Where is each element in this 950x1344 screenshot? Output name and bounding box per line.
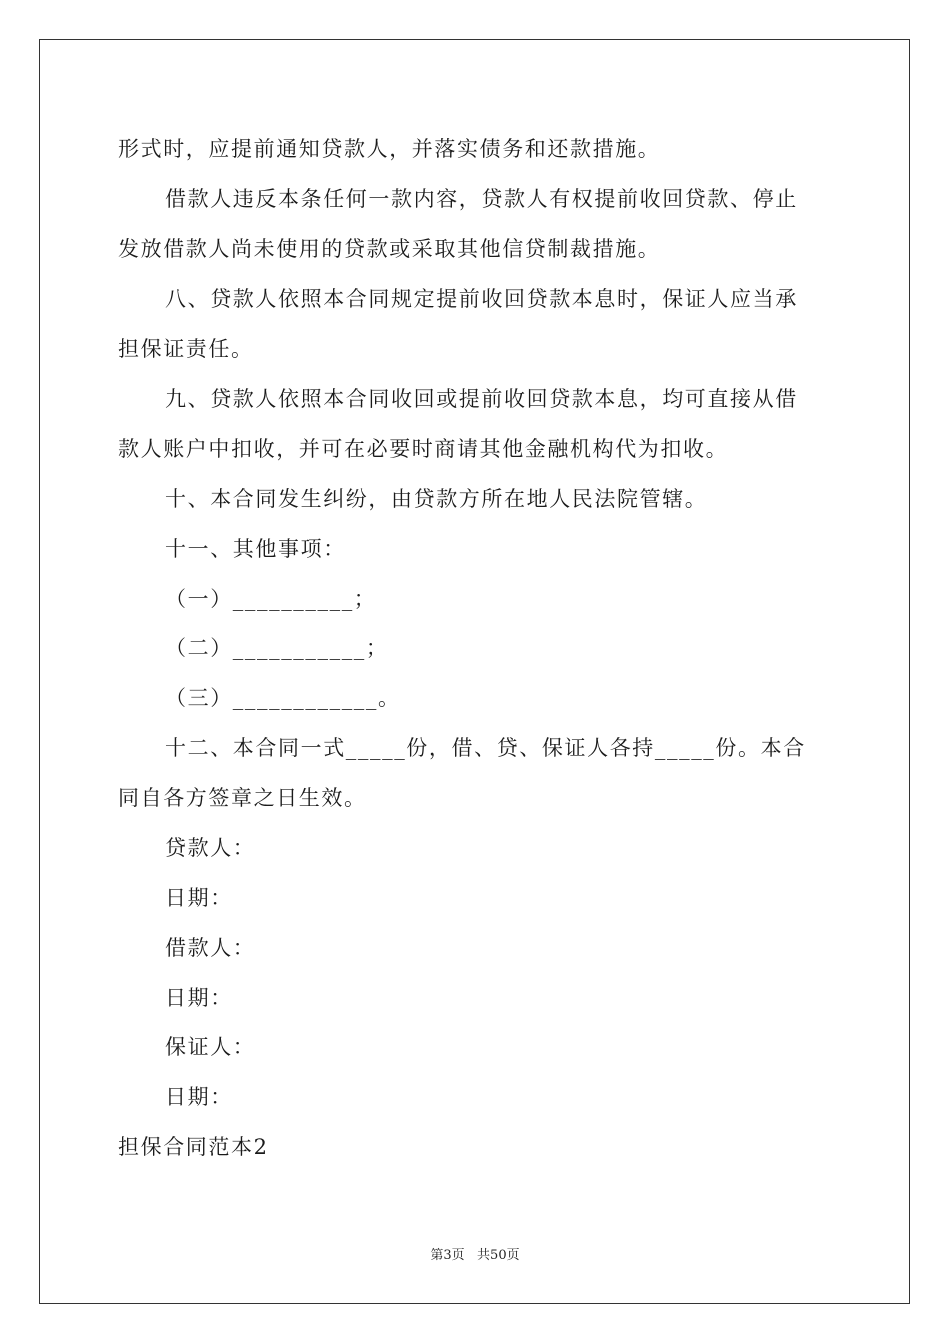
text-line-20: 日期： xyxy=(165,1085,233,1109)
text-line-16: 日期： xyxy=(165,886,233,910)
text-line-1: 形式时，应提前通知贷款人，并落实债务和还款措施。 xyxy=(118,137,661,161)
text-line-9: 十一、其他事项： xyxy=(165,537,346,561)
text-line-14: 同自各方签章之日生效。 xyxy=(118,786,367,810)
text-line-2: 借款人违反本条任何一款内容，贷款人有权提前收回贷款、停止 xyxy=(165,187,798,211)
page-frame xyxy=(39,39,910,1304)
text-line-6: 九、贷款人依照本合同收回或提前收回贷款本息，均可直接从借 xyxy=(165,387,798,411)
text-line-10: （一）__________； xyxy=(165,587,377,611)
text-line-15: 贷款人： xyxy=(165,836,256,860)
text-line-8: 十、本合同发生纠纷，由贷款方所在地人民法院管辖。 xyxy=(165,487,708,511)
text-line-21: 担保合同范本2 xyxy=(118,1135,269,1159)
text-line-13: 十二、本合同一式_____份，借、贷、保证人各持_____份。本合 xyxy=(165,736,806,760)
text-line-5: 担保证责任。 xyxy=(118,337,254,361)
text-line-17: 借款人： xyxy=(165,936,256,960)
text-line-4: 八、贷款人依照本合同规定提前收回贷款本息时，保证人应当承 xyxy=(165,287,798,311)
text-line-11: （二）___________； xyxy=(165,636,389,660)
text-line-19: 保证人： xyxy=(165,1035,256,1059)
text-line-18: 日期： xyxy=(165,986,233,1010)
text-line-3: 发放借款人尚未使用的贷款或采取其他信贷制裁措施。 xyxy=(118,237,661,261)
text-line-7: 款人账户中扣收，并可在必要时商请其他金融机构代为扣收。 xyxy=(118,437,729,461)
page-footer: 第3页 共50页 xyxy=(430,1248,520,1263)
text-line-12: （三）____________。 xyxy=(165,686,401,710)
